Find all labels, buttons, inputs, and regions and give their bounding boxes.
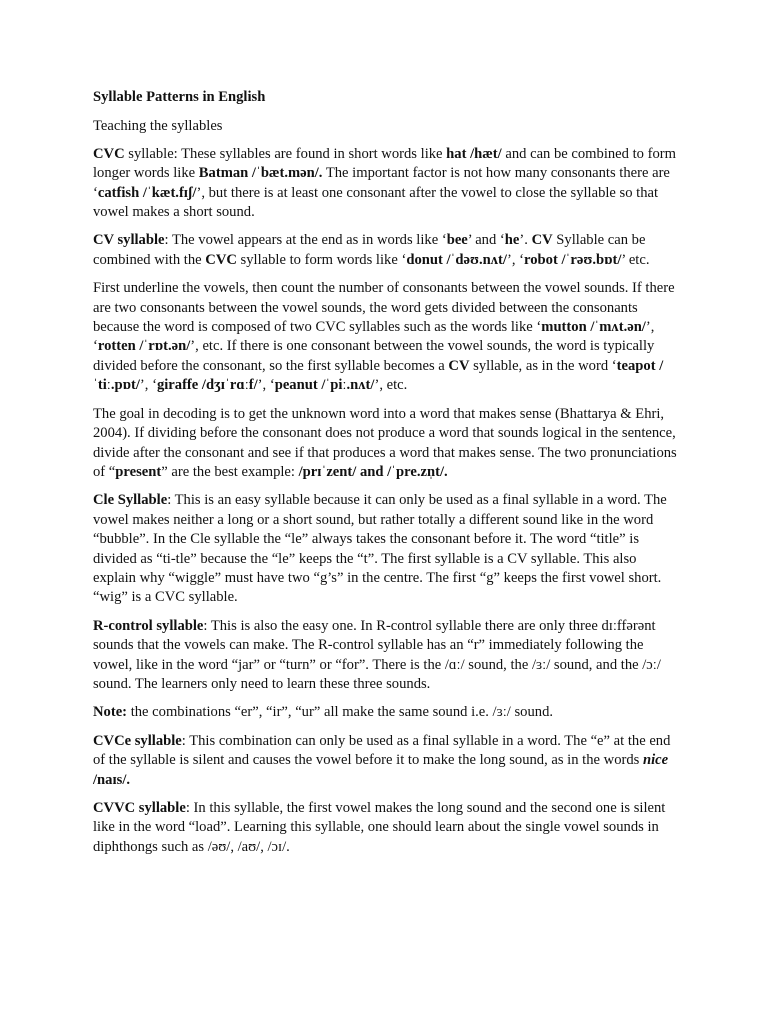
term-cvc: CVC [205,251,237,268]
term-cv-syllable: CV syllable [93,232,165,249]
term-note: Note: [93,704,128,721]
text-span: The goal in decoding is to get the unknown word into a word that makes sense (Bhattarya & Ehri, 2004). If dividing before the consonant does not produce a word that sounds logical in the sentence, divide after the consonant and see if that produces a word that makes sense. The two pronunciations of “ [93,405,677,480]
paragraph-goal [93,405,681,483]
example-hat: hat /hæt/ [446,145,502,162]
example-donut: donut /ˈdəʊ.nʌt/ [406,251,507,268]
example-he: he [504,232,520,249]
text-span: ” are the best example: [161,463,299,480]
document-title: Syllable Patterns in English [93,89,266,105]
paragraph-cvc [93,145,681,223]
text-span: : This combination can only be used as a final syllable in a word. The “e” at the end of the syllable is silent and causes the vowel before it to make the long sound, as in the words [93,732,671,769]
term-cvvc-syllable: CVVC syllable [93,800,186,816]
text-span: ’, ‘ [93,319,655,355]
text-span: Syllable can be combined with the [93,232,646,268]
text-span: syllable to form words like ‘ [236,251,407,268]
text-span: ’, ‘ [139,377,157,394]
term-cvc: CVC [93,145,125,162]
example-nice-ipa: /naɪs/. [93,771,131,788]
paragraph-cv [93,231,681,270]
example-present: present [115,463,162,480]
text-span: : In this syllable, the first vowel makes the long sound and the second one is silent like in the word “load”. Learning this syllable, one should learn about the single vowel sounds in diphthongs such as /əʊ/, /aʊ/, /ɔɪ/. [93,800,666,855]
text-span: ’, but there is at least one consonant after the vowel to close the syllable so that vowel makes a short sound. [93,184,659,221]
example-peanut: peanut /ˈpiː.nʌt/ [274,377,375,394]
text-span: ’, etc. [374,377,408,394]
text-span: ’, ‘ [506,251,525,268]
paragraph-rcontrol [93,617,681,695]
document-subtitle: Teaching the syllables [93,118,223,135]
paragraph-underline [93,279,681,395]
text-span: : This is an easy syllable because it can only be used as a final syllable in a word. The vowel makes neither a long or a short sound, but rather totally a different sound like in the word “bubble”. In the Cle syllable the “le” always takes the consonant before it. The word “title” is divided as “ti-tle” because the “le” keeps the “t”. The first syllable is a CV syllable. This also explain why “wiggle” must have two “g’s” in the centre. The first “g” keeps the first vowel short. “wig” is a CVC syllable. [93,492,667,606]
example-present-pronunciations: /prɪˈzent/ and /ˈpre.zn̩t/. [298,463,448,480]
example-teapot: teapot /ˈtiː.pɒt/ [93,357,664,394]
term-cv: CV [531,232,553,249]
term-cv: CV [448,357,470,374]
text-span: ’ and ‘ [467,232,505,249]
text-span: ’ etc. [621,251,650,268]
text-span: : The vowel appears at the end as in words like ‘ [164,232,447,249]
text-span: syllable: These syllables are found in short words like [124,145,447,162]
example-mutton: mutton /ˈmʌt.ən/ [541,319,646,336]
term-cvce-syllable: CVCe syllable [93,732,182,749]
document-page [93,88,681,866]
text-span: The important factor is not how many consonants there are ‘ [93,165,670,201]
text-span: ’, etc. If there is one consonant between the vowel sounds, the word is typically divided before the consonant, so the first syllable becomes a [93,338,655,374]
text-span: the combinations “er”, “ir”, “ur” all make the same sound i.e. /ɜː/ sound. [127,704,554,721]
text-span: ’. [519,232,532,249]
example-catfish: catfish /ˈkæt.fɪʃ/ [97,184,197,201]
text-span: syllable, as in the word ‘ [469,357,617,374]
paragraph-cvvc [93,799,681,857]
example-rotten: rotten /ˈrɒt.ən/ [97,338,191,355]
text-span: ’, ‘ [257,377,275,394]
example-bee: bee [446,232,468,249]
text-span: First underline the vowels, then count the number of consonants between the vowel sounds. If there are two consonants between the vowel sounds, the word gets divided between the consonants because the word is composed of two CVC syllables such as the words like ‘ [93,280,675,336]
paragraph-cvce [93,732,681,790]
term-cle-syllable: Cle Syllable [93,492,168,509]
example-giraffe: giraffe /dʒɪˈrɑːf/ [156,377,258,394]
text-span: : This is also the easy one. In R-control syllable there are only three dɪːffərənt sounds that the vowels can make. The R-control syllable has an “r” immediately following the vowel, like in the word “jar” or “turn” or “for”. There is the /ɑː/ sound, the /ɜː/ sound, and the /ɔː/ sound. The learners only need to learn these three sounds. [93,617,661,692]
text-span: and can be combined to form longer words like [93,145,676,182]
paragraph-cle [93,491,681,607]
paragraph-note [93,703,681,722]
example-robot: robot /ˈrəʊ.bɒt/ [524,251,622,268]
example-nice: nice [642,752,669,769]
term-r-control-syllable: R-control syllable [93,617,204,634]
example-batman: Batman /ˈbæt.mən/. [198,165,323,182]
